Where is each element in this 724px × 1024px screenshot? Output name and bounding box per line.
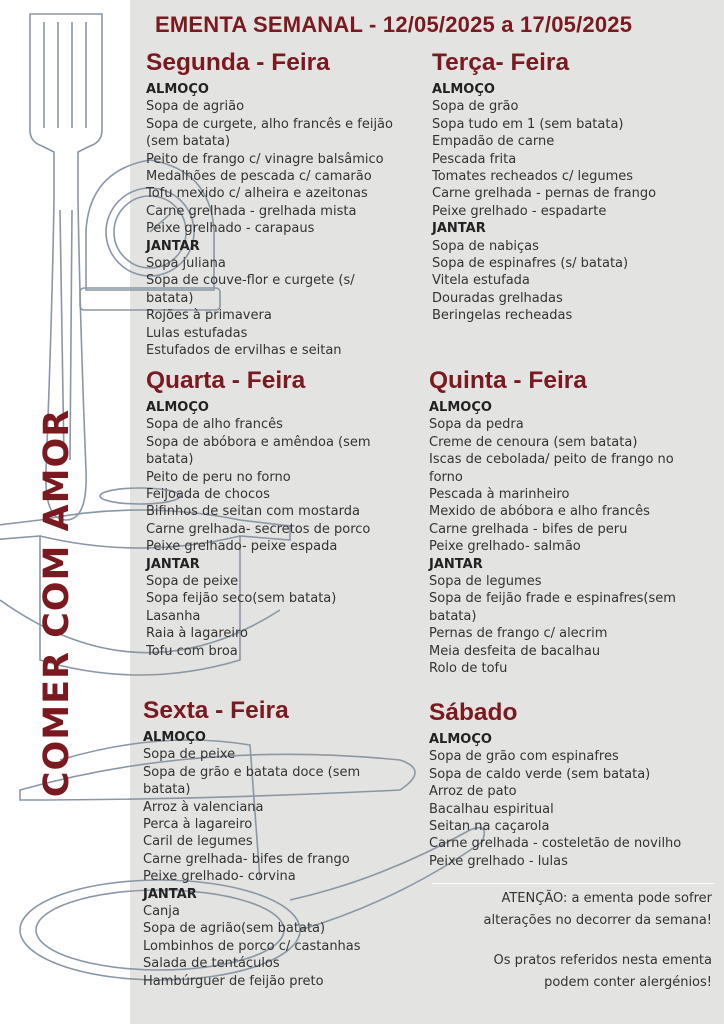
menu-item: (sem batata)	[146, 134, 231, 150]
day-block	[146, 48, 393, 360]
meal-label: ALMOÇO	[429, 400, 492, 415]
menu-item: Sopa de feijão frade e espinafres(sem	[429, 591, 676, 607]
menu-item: Sopa tudo em 1 (sem batata)	[432, 116, 624, 132]
menu-item: Peixe grelhado- salmão	[429, 539, 581, 555]
menu-item: Peixe grelhado - carapaus	[146, 221, 315, 237]
menu-item: Rolo de tofu	[429, 661, 508, 677]
menu-item: Carne grelhada - bifes de peru	[429, 521, 628, 537]
day-heading: Segunda - Feira	[146, 49, 330, 76]
menu-item: Sopa de curgete, alho francês e feijão	[146, 116, 393, 132]
menu-item: Sopa de couve-flor e curgete (s/	[146, 273, 355, 289]
meal-label: JANTAR	[146, 238, 200, 254]
menu-item: Sopa feijão seco(sem batata)	[146, 591, 337, 607]
menu-item: Meia desfeita de bacalhau	[429, 643, 601, 659]
menu-item: Lombinhos de porco c/ castanhas	[143, 938, 361, 954]
menu-item: Sopa de grão com espinafres	[429, 749, 619, 765]
menu-item: Caril de legumes	[143, 834, 253, 850]
menu-item: Tomates recheados c/ legumes	[432, 169, 634, 185]
menu-item: Empadão de carne	[432, 134, 555, 150]
meal-label: ALMOÇO	[146, 400, 209, 415]
menu-item: Sopa de legumes	[429, 574, 542, 590]
day-block	[429, 366, 676, 678]
menu-item: Bacalhau espiritual	[429, 801, 554, 817]
menu-item: Mexido de abóbora e alho francês	[429, 504, 650, 520]
menu-item: Feijoada de chocos	[146, 487, 270, 503]
menu-item: batata)	[146, 290, 194, 306]
menu-item: Carne grelhada - pernas de frango	[432, 186, 657, 202]
menu-item: Iscas de cebolada/ peito de frango no	[429, 452, 674, 468]
day-heading: Terça- Feira	[432, 49, 570, 76]
menu-item: Peixe grelhado - lulas	[429, 853, 568, 869]
day-heading: Quarta - Feira	[146, 367, 306, 394]
menu-item: Medalhões de pescada c/ camarão	[146, 169, 372, 185]
menu-item: Estufados de ervilhas e seitan	[146, 343, 342, 359]
menu-item: Sopa juliana	[146, 256, 226, 272]
menu-item: Peito de frango c/ vinagre balsâmico	[146, 151, 384, 167]
menu-item: forno	[429, 469, 463, 485]
meal-label: ALMOÇO	[429, 732, 492, 747]
menu-item: batata)	[429, 608, 477, 624]
menu-item: Douradas grelhadas	[432, 290, 563, 306]
meal-label: JANTAR	[143, 886, 197, 902]
note-line: alterações no decorrer da semana!	[483, 913, 712, 928]
menu-item: Vitela estufada	[432, 273, 530, 289]
menu-item: Beringelas recheadas	[432, 308, 573, 324]
day-block	[432, 48, 656, 325]
meal-label: JANTAR	[432, 221, 486, 237]
menu-item: Sopa de grão e batata doce (sem	[143, 764, 361, 780]
menu-item: Rojões à primavera	[146, 308, 272, 324]
day-block	[143, 696, 361, 990]
menu-item: Lulas estufadas	[146, 325, 248, 341]
menu-item: Hambúrguer de feijão preto	[143, 973, 324, 989]
menu-item: Sopa de peixe	[146, 574, 239, 590]
menu-item: Carne grelhada- bifes de frango	[143, 851, 350, 867]
meal-label: ALMOÇO	[146, 82, 209, 97]
day-heading: Quinta - Feira	[429, 367, 587, 394]
menu-item: Sopa de agrião(sem batata)	[143, 921, 326, 937]
slogan-vertical	[22, 378, 92, 828]
note-line: ATENÇÃO: a ementa pode sofrer	[501, 891, 712, 906]
menu-item: Peixe grelhado - espadarte	[432, 203, 607, 219]
note-line: Os pratos referidos nesta ementa	[493, 953, 712, 968]
menu-item: Salada de tentáculos	[143, 956, 280, 972]
menu-item: Sopa de alho francês	[146, 417, 283, 433]
menu-item: Sopa de abóbora e amêndoa (sem	[146, 434, 371, 450]
menu-item: Seitan na caçarola	[429, 819, 550, 835]
menu-item: batata)	[143, 782, 191, 798]
menu-item: Carne grelhada - costeletão de novilho	[429, 836, 682, 852]
menu-item: Canja	[143, 904, 180, 920]
menu-item: Tofu mexido c/ alheira e azeitonas	[146, 186, 368, 202]
menu-item: Sopa da pedra	[429, 417, 524, 433]
day-heading: Sábado	[429, 699, 518, 726]
day-block	[429, 698, 681, 870]
meal-label: JANTAR	[146, 556, 200, 572]
menu-item: Creme de cenoura (sem batata)	[429, 434, 638, 450]
note-changes	[422, 888, 712, 932]
page-title: EMENTA SEMANAL - 12/05/2025 a 17/05/2025	[155, 12, 633, 37]
menu-item: Tofu com broa	[146, 643, 238, 659]
menu-item: Perca à lagareiro	[143, 817, 253, 833]
day-heading: Sexta - Feira	[143, 697, 289, 724]
menu-item: Sopa de grão	[432, 99, 519, 115]
menu-item: Sopa de peixe	[143, 747, 236, 763]
menu-item: Peito de peru no forno	[146, 469, 291, 485]
menu-item: Peixe grelhado- peixe espada	[146, 539, 338, 555]
note-allergens	[422, 950, 712, 994]
meal-label: JANTAR	[429, 556, 483, 572]
menu-item: Carne grelhada- secretos de porco	[146, 521, 371, 537]
notes-divider	[432, 883, 714, 884]
menu-item: Pescada à marinheiro	[429, 487, 570, 503]
menu-item: Raia à lagareiro	[146, 626, 249, 642]
meal-label: ALMOÇO	[432, 82, 495, 97]
slogan-text: COMER COM AMOR	[37, 408, 77, 798]
menu-item: Sopa de caldo verde (sem batata)	[429, 766, 651, 782]
menu-item: Peixe grelhado- corvina	[143, 869, 296, 885]
menu-item: Pescada frita	[432, 151, 517, 167]
note-line: podem conter alergénios!	[544, 975, 712, 990]
menu-item: Sopa de espinafres (s/ batata)	[432, 256, 629, 272]
meal-label: ALMOÇO	[143, 730, 206, 745]
menu-item: Bifinhos de seitan com mostarda	[146, 504, 360, 520]
day-block	[146, 366, 371, 660]
menu-item: Carne grelhada - grelhada mista	[146, 203, 357, 219]
menu-item: batata)	[146, 452, 194, 468]
menu-item: Arroz à valenciana	[143, 799, 264, 815]
menu-item: Sopa de agrião	[146, 99, 245, 115]
menu-item: Sopa de nabiças	[432, 238, 539, 254]
menu-item: Lasanha	[146, 608, 201, 624]
menu-item: Pernas de frango c/ alecrim	[429, 626, 608, 642]
menu-item: Arroz de pato	[429, 784, 517, 800]
